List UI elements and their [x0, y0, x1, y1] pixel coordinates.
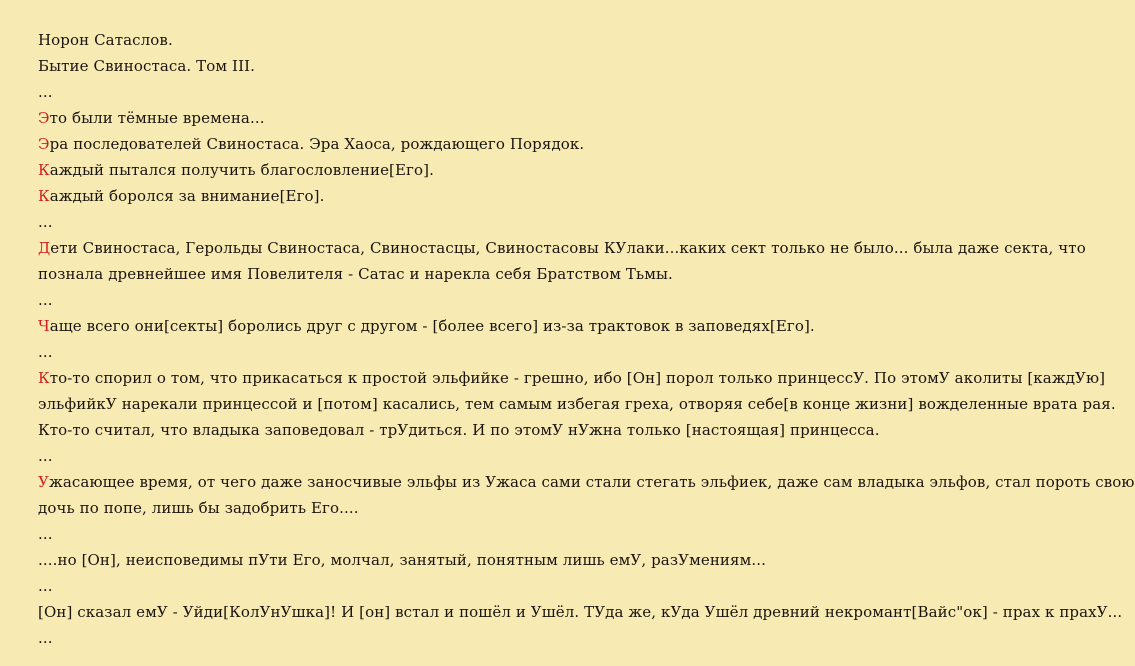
line-text: ....но [Он], неисповедимы пУти Его, молчал, занятый, понятным лишь емУ, разУмениям... [38, 551, 766, 569]
text-line [38, 105, 1008, 131]
line-text: аждый пытался получить благословление[Его]. [49, 161, 434, 179]
line-text: познала древнейшее имя Повелителя - Сатас и нарекла себя Братством Тьмы. [38, 265, 673, 283]
line-text: ... [38, 447, 53, 465]
text-line [38, 131, 1008, 157]
text-line [38, 79, 1008, 105]
red-initial-letter: У [38, 473, 49, 491]
red-initial-letter: Э [38, 135, 50, 153]
text-line [38, 339, 1008, 365]
line-text: ... [38, 577, 53, 595]
text-line [38, 287, 1008, 313]
line-text: ... [38, 83, 53, 101]
red-initial-letter: Ч [38, 317, 50, 335]
line-text: жасающее время, от чего даже заносчивые эльфы из Ужаса сами стали стегать эльфиек, даже сам владыка эльфов, стал пороть свою [48, 473, 1135, 491]
text-line [38, 547, 1008, 573]
line-text: то-то спорил о том, что прикасаться к простой эльфийке - грешно, ибо [Он] порол только принцессУ. По этомУ аколиты [каждУю] [49, 369, 1106, 387]
text-line [38, 417, 1008, 443]
red-initial-letter: Э [38, 109, 50, 127]
author-line: Норон Сатаслов. [38, 31, 173, 49]
line-text: ети Свиностаса, Герольды Свиностаса, Свиностасцы, Свиностасовы КУлаки...каких сект только не было... была даже секта, что [50, 239, 1086, 257]
text-line [38, 183, 1008, 209]
text-line [38, 235, 1086, 261]
line-text: Кто-то считал, что владыка заповедовал - трУдиться. И по этомУ нУжна только [настоящая] принцесса. [38, 421, 880, 439]
text-line [38, 521, 1008, 547]
text-line [38, 157, 1008, 183]
red-initial-letter: К [38, 369, 50, 387]
text-line [38, 625, 1008, 651]
text-line [38, 313, 1008, 339]
line-text: аще всего они[секты] боролись друг с другом - [более всего] из-за трактовок в заповедях[Его]. [49, 317, 815, 335]
text-line [38, 469, 1135, 495]
line-text: аждый боролся за внимание[Его]. [49, 187, 325, 205]
red-initial-letter: К [38, 187, 50, 205]
red-initial-letter: Д [38, 239, 51, 257]
line-text: дочь по попе, лишь бы задобрить Его.... [38, 499, 359, 517]
title-line: Бытие Свиностаса. Том III. [38, 57, 255, 75]
text-line [38, 443, 1008, 469]
text-line [38, 261, 1008, 287]
text-line [38, 599, 1123, 625]
text-line [38, 573, 1008, 599]
line-text: ... [38, 629, 53, 647]
red-initial-letter: К [38, 161, 50, 179]
text-line [38, 209, 1008, 235]
line-text: ... [38, 343, 53, 361]
line-text: ра последователей Свиностаса. Эра Хаоса, рождающего Порядок. [49, 135, 585, 153]
text-line [38, 495, 1008, 521]
line-text: ... [38, 213, 53, 231]
line-text: ... [38, 525, 53, 543]
line-text: ... [38, 291, 53, 309]
line-text: то были тёмные времена... [49, 109, 265, 127]
document-body [38, 79, 1135, 651]
text-line [38, 365, 1106, 391]
text-line [38, 391, 1116, 417]
line-text: эльфийкУ нарекали принцессой и [потом] касались, тем самым избегая греха, отворяя себе[в конце жизни] вожделенные врата рая. [38, 395, 1116, 413]
line-text: [Он] сказал емУ - Уйди[КолУнУшка]! И [он] встал и пошёл и Ушёл. ТУда же, кУда Ушёл древний некромант[Вайс"ок] - прах к прахУ... [38, 603, 1123, 621]
